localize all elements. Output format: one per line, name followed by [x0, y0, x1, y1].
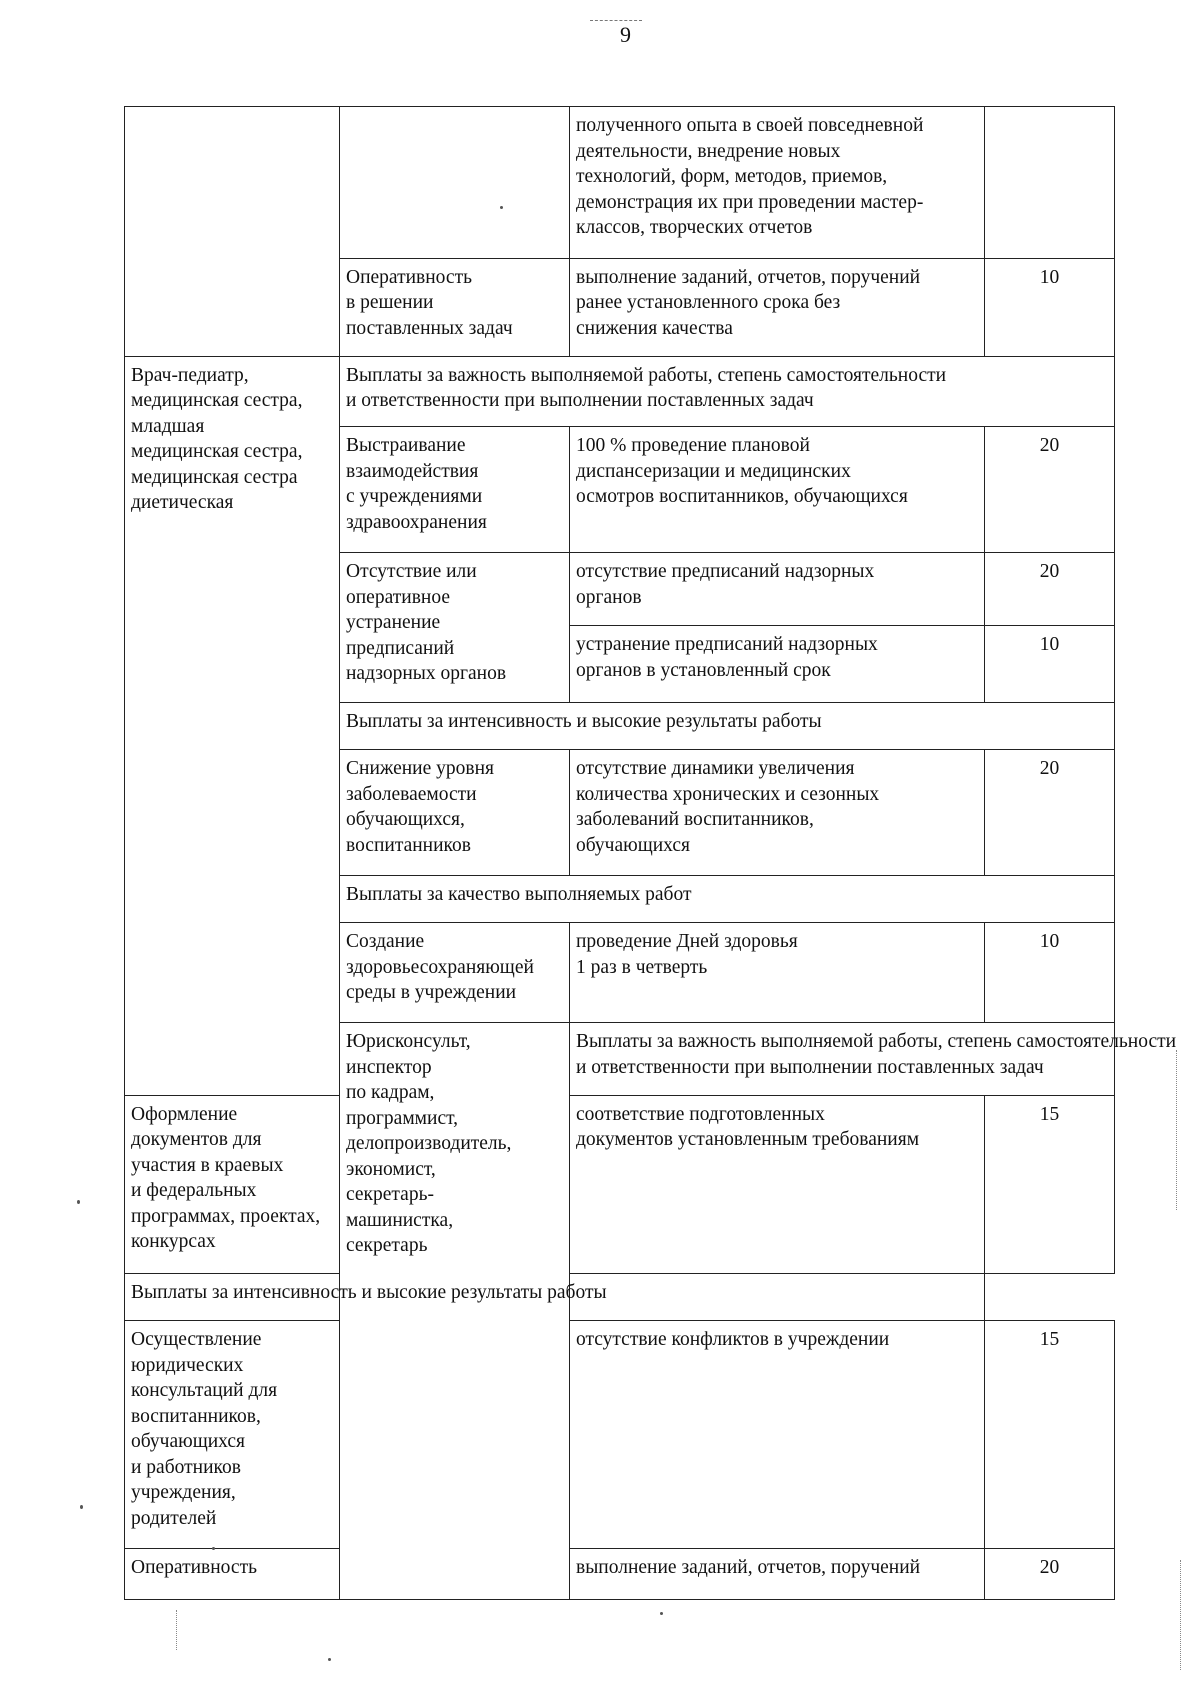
points-cell [985, 107, 1115, 259]
text-line: родителей [131, 1507, 217, 1529]
scan-speck [660, 1612, 663, 1615]
text-line: выполнение заданий, отчетов, поручений [576, 1557, 921, 1579]
text-line: машинистка, [346, 1209, 454, 1231]
text-line: младшая [131, 415, 205, 437]
points-cell: 20 [985, 427, 1115, 553]
text-line: юридических [131, 1354, 244, 1376]
text-line: Выплаты за качество выполняемых работ [346, 883, 692, 905]
criterion-cell [340, 427, 570, 553]
text-line: Выплаты за интенсивность и высокие результаты работы [346, 710, 822, 732]
text-line: классов, творческих отчетов [576, 217, 813, 238]
scan-speck [212, 1547, 215, 1550]
criteria-table [124, 106, 1177, 1600]
text-line: здоровьесохраняющей [346, 956, 534, 978]
role-cell [125, 107, 340, 357]
text-line: медицинская сестра [131, 466, 298, 488]
text-line: обучающихся [576, 834, 690, 856]
points-cell: 20 [985, 553, 1115, 626]
text-line: надзорных органов [346, 663, 507, 685]
text-line: отсутствие предписаний надзорных [576, 561, 875, 583]
text-line: обучающихся, [346, 809, 465, 831]
indicator-cell [570, 923, 985, 1023]
scan-speck [77, 1200, 80, 1204]
text-line: диетическая [131, 492, 234, 513]
criterion-cell [125, 1321, 340, 1549]
indicator-cell [570, 750, 985, 875]
section-heading [570, 1023, 1177, 1096]
text-line: взаимодействия [346, 460, 479, 482]
section-row [125, 356, 1115, 427]
indicator-cell [570, 427, 985, 553]
indicator-cell [570, 1549, 985, 1600]
text-line: консультаций для [131, 1380, 278, 1402]
text-line: Оформление [131, 1103, 238, 1125]
text-line: осмотров воспитанников, обучающихся [576, 486, 908, 508]
page-number-mark [590, 20, 642, 21]
text-line: с учреждениями [346, 486, 483, 508]
text-line: Выстраивание [346, 435, 466, 457]
text-line: поставленных задач [346, 317, 513, 339]
text-line: секретарь [346, 1235, 428, 1257]
criterion-cell [340, 553, 570, 702]
criterion-cell [340, 258, 570, 356]
text-line: заболеваний воспитанников, [576, 809, 814, 831]
table-row [125, 1095, 1115, 1273]
points-cell: 10 [985, 258, 1115, 356]
text-line: Юрисконсульт, [346, 1031, 471, 1053]
text-line: по кадрам, [346, 1082, 435, 1104]
text-line: программах, проектах, [131, 1205, 321, 1227]
text-line: инспектор [346, 1056, 432, 1078]
indicator-cell [570, 1321, 985, 1549]
text-line: технологий, форм, методов, приемов, [576, 166, 888, 187]
text-line: Оперативность [131, 1557, 257, 1579]
indicator-cell [570, 1095, 985, 1273]
text-line: и работников [131, 1456, 241, 1478]
points-cell: 10 [985, 923, 1115, 1023]
points-cell: 10 [985, 626, 1115, 703]
section-heading [340, 875, 1115, 922]
text-line: учреждения, [131, 1482, 236, 1504]
text-line: и федеральных [131, 1180, 257, 1202]
text-line: проведение Дней здоровья [576, 931, 798, 953]
section-heading [125, 1273, 985, 1320]
section-heading [340, 702, 1115, 749]
table-row [125, 1549, 1115, 1600]
text-line: отсутствие динамики увеличения [576, 758, 855, 780]
text-line: полученного опыта в своей повседневной [576, 115, 924, 136]
text-line: медицинская сестра, [131, 441, 303, 462]
points-cell: 15 [985, 1321, 1115, 1549]
scan-edge-mark [1176, 1050, 1177, 1210]
indicator-cell [570, 553, 985, 626]
section-heading [340, 356, 1115, 427]
text-line: заболеваемости [346, 783, 477, 805]
text-line: соответствие подготовленных [576, 1103, 825, 1125]
text-line: Оперативность [346, 266, 472, 288]
criterion-cell [125, 1095, 340, 1273]
text-line: устранение предписаний надзорных [576, 634, 878, 656]
text-line: органов в установленный срок [576, 659, 831, 681]
criterion-cell [340, 750, 570, 875]
scan-speck [328, 1658, 331, 1661]
scan-edge-mark [1180, 1560, 1181, 1670]
text-line: диспансеризации и медицинских [576, 460, 851, 482]
text-line: демонстрация их при проведении мастер- [576, 191, 924, 213]
text-line: отсутствие конфликтов в учреждении [576, 1329, 890, 1351]
scan-speck [80, 1505, 83, 1509]
text-line: Выплаты за важность выполняемой работы, степень самостоятельности [576, 1031, 1177, 1053]
table-row [125, 107, 1115, 259]
text-line: оперативное [346, 586, 450, 608]
scan-edge-mark [176, 1610, 177, 1650]
text-line: устранение [346, 612, 441, 634]
text-line: 100 % проведение плановой [576, 435, 810, 457]
criterion-cell [340, 923, 570, 1023]
text-line: Отсутствие или [346, 561, 477, 583]
text-line: документов для [131, 1129, 262, 1151]
text-line: и ответственности при выполнении поставленных задач [576, 1056, 1044, 1078]
criterion-cell [340, 107, 570, 259]
text-line: Создание [346, 931, 425, 953]
text-line: конкурсах [131, 1231, 216, 1253]
text-line: количества хронических и сезонных [576, 783, 880, 805]
page-number: 9 [620, 22, 631, 47]
table-row [125, 1321, 1115, 1549]
criterion-cell [125, 1549, 340, 1600]
text-line: воспитанников [346, 834, 471, 856]
text-line: 1 раз в четверть [576, 956, 708, 978]
indicator-cell [570, 107, 985, 259]
text-line: органов [576, 586, 642, 608]
text-line: программист, [346, 1107, 459, 1129]
indicator-cell [570, 258, 985, 356]
text-line: Врач-педиатр, [131, 364, 249, 386]
text-line: Осуществление [131, 1329, 262, 1351]
text-line: участия в краевых [131, 1154, 284, 1176]
text-line: экономист, [346, 1158, 436, 1180]
points-cell: 15 [985, 1095, 1115, 1273]
text-line: снижения качества [576, 317, 733, 339]
text-line: здравоохранения [346, 511, 487, 533]
text-line: обучающихся [131, 1431, 245, 1453]
text-line: предписаний [346, 637, 455, 659]
text-line: среды в учреждении [346, 982, 517, 1004]
text-line: деятельности, внедрение новых [576, 140, 841, 162]
text-line: воспитанников, [131, 1405, 261, 1427]
text-line: секретарь- [346, 1184, 434, 1206]
text-line: делопроизводитель, [346, 1133, 512, 1155]
text-line: Снижение уровня [346, 758, 495, 780]
points-cell: 20 [985, 750, 1115, 875]
text-line: ранее установленного срока без [576, 292, 841, 314]
role-cell [125, 356, 340, 1095]
text-line: Выплаты за важность выполняемой работы, степень самостоятельности [346, 364, 947, 386]
text-line: медицинская сестра, [131, 390, 303, 411]
text-line: документов установленным требованиям [576, 1129, 920, 1151]
text-line: выполнение заданий, отчетов, поручений [576, 266, 921, 288]
text-line: и ответственности при выполнении поставленных задач [346, 390, 814, 411]
section-row [125, 1273, 1115, 1320]
points-cell: 20 [985, 1549, 1115, 1600]
scan-speck [500, 206, 503, 209]
text-line: в решении [346, 292, 434, 314]
text-line: Выплаты за интенсивность и высокие результаты работы [131, 1281, 607, 1303]
indicator-cell [570, 626, 985, 703]
